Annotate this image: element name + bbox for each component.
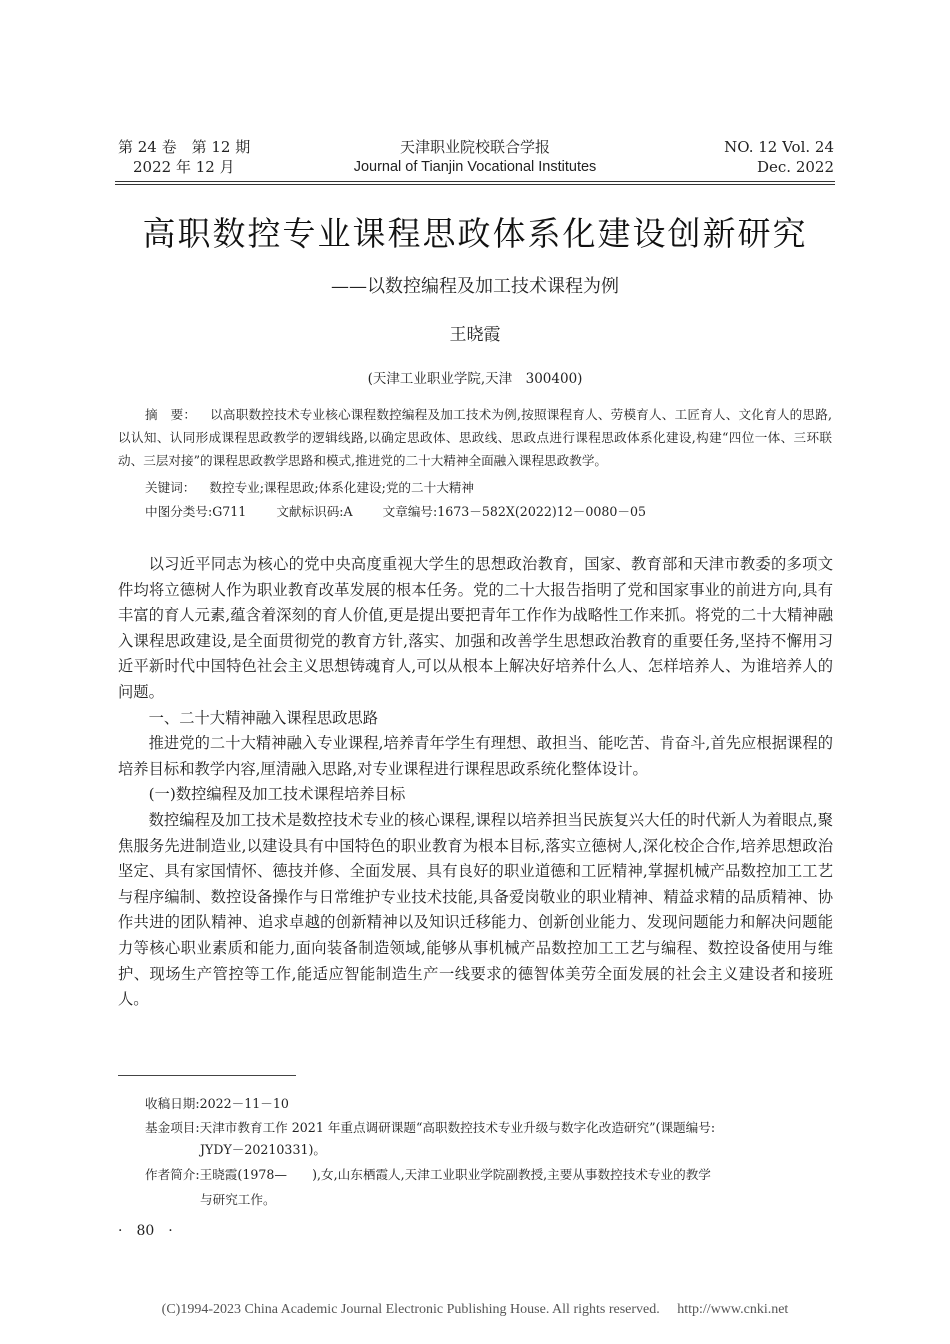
body-text [118,552,833,1013]
section-heading-1-1: (一)数控编程及加工技术课程培养目标 [148,785,406,804]
header-rule-bottom [115,184,835,185]
header-volume-issue: 第 24 卷 第 12 期 [118,138,251,156]
article-title: 高职数控专业课程思政体系化建设创新研究 [142,214,808,253]
copyright-notice: (C)1994-2023 China Academic Journal Electronic Publishing House. All rights reserved. http://www.cnki.net [161,1302,789,1317]
header-journal-en: Journal of Tianjin Vocational Institutes [353,159,597,175]
article-number: 文章编号:1673－582X(2022)12－0080－05 [382,504,647,519]
body-paragraph-1: 以习近平同志为核心的党中央高度重视大学生的思想政治教育，国家、教育部和天津市教委的多项文件均将立德树人作为职业教育改革发展的根本任务。党的二十大报告指明了党和国家事业的前进方向,具有丰富的育人元素,蕴含着深刻的育人价值,更是提出要把青年工作作为战略性工作来抓。将党的二十大精神融入课程思政建设,是全面贯彻党的教育方针,落实、加强和改善学生思想政治教育的重要任务,坚持不懈用习近平新时代中国特色社会主义思想铸魂育人,可以从根本上解决好培养什么人、怎样培养人、为谁培养人的问题。 [118,555,833,701]
footnote-fund-line1: 基金项目:天津市教育工作 2021 年重点调研课题“高职数控技术专业升级与数字化改造研究”(课题编号: [145,1120,716,1135]
classification-row [145,502,646,522]
keywords-text: 数控专业;课程思政;体系化建设;党的二十大精神 [209,480,474,495]
footnote-received: 收稿日期:2022－11－10 [145,1096,289,1111]
footnote-author-line2: 与研究工作。 [200,1192,276,1207]
article-author: 王晓霞 [449,325,501,345]
article-subtitle: ——以数控编程及加工技术课程为例 [331,276,619,297]
footnote-rule [118,1075,296,1076]
section-heading-1: 一、二十大精神融入课程思政思路 [148,708,379,727]
article-affiliation: (天津工业职业学院,天津 300400) [367,371,583,387]
keywords-row [145,478,474,498]
abstract-text: 以高职数控技术专业核心课程数控编程及加工技术为例,按照课程育人、劳模育人、工匠育人、文化育人的思路,以认知、认同形成课程思政教学的逻辑线路,以确定思政体、思政线、思政点进行课程思政体系化建设,构建“四位一体、三环联动、三层对接”的课程思政教学思路和模式,推进党的二十大精神全面融入课程思政教学。 [118,407,832,468]
page-number: · 80 · [118,1223,173,1239]
abstract [118,403,832,472]
doc-code: 文献标识码:A [276,504,353,519]
clc-code: 中图分类号:G711 [145,504,247,519]
header-journal-cn: 天津职业院校联合学报 [399,138,550,156]
body-paragraph-2: 推进党的二十大精神融入专业课程,培养青年学生有理想、敢担当、能吃苦、肯奋斗,首先应根据课程的培养目标和教学内容,厘清融入思路,对专业课程进行课程思政系统化整体设计。 [118,734,833,778]
header-date-en: Dec. 2022 [756,158,834,176]
abstract-label: 摘 要： [145,407,197,422]
header-rule-top [115,181,835,182]
header-date: 2022 年 12 月 [133,158,235,176]
footnote-author-line1: 作者简介:王晓霞(1978— ),女,山东栖霞人,天津工业职业学院副教授,主要从事数控技术专业的教学 [145,1167,711,1182]
header-issue-en: NO. 12 Vol. 24 [724,138,834,156]
footnote-fund-line2: JYDY－20210331)。 [200,1142,326,1157]
body-paragraph-3: 数控编程及加工技术是数控技术专业的核心课程,课程以培养担当民族复兴大任的时代新人为着眼点,聚焦服务先进制造业,以建设具有中国特色的职业教育为根本目标,落实立德树人,深化校企合作,培养思想政治坚定、具有家国情怀、德技并修、全面发展、具有良好的职业道德和工匠精神,掌握机械产品数控加工工艺与程序编制、数控设备操作与日常维护专业技术技能,具备爱岗敬业的职业精神、精益求精的品质精神、协作共进的团队精神、追求卓越的创新精神以及知识迁移能力、创新创业能力、发现问题能力和解决问题能力等核心职业素质和能力,面向装备制造领域,能够从事机械产品数控加工工艺与编程、数控设备使用与维护、现场生产管控等工作,能适应智能制造生产一线要求的德智体美劳全面发展的社会主义建设者和接班人。 [118,810,833,1009]
keywords-label: 关键词： [145,480,196,495]
